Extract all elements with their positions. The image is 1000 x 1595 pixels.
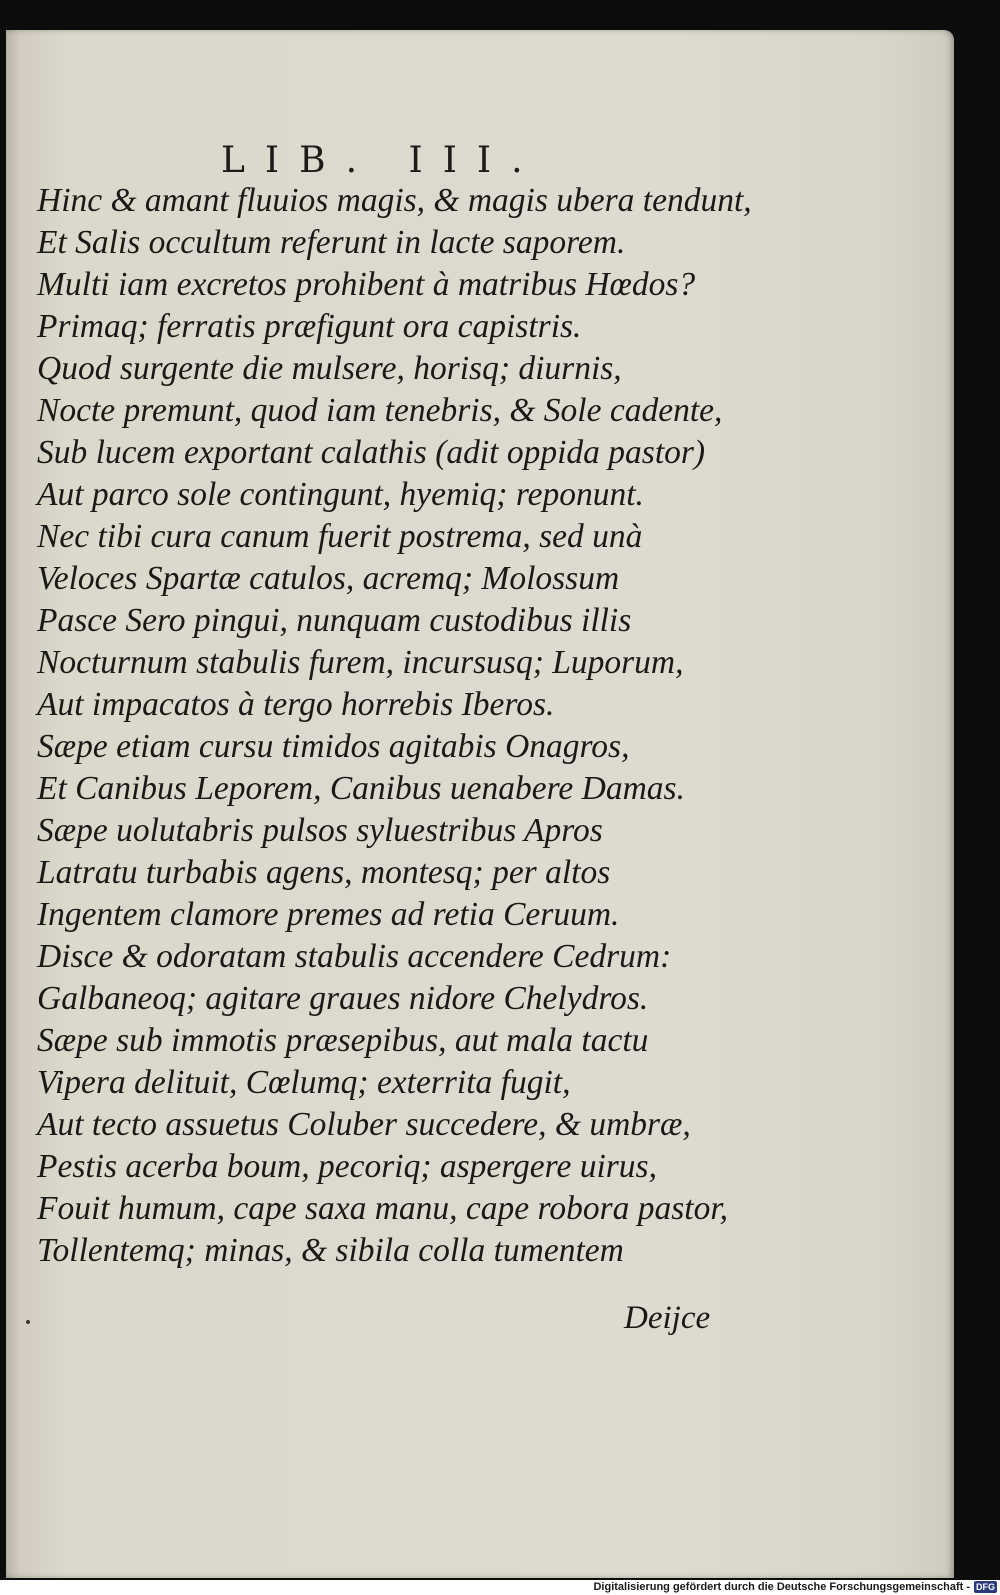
verse-line: Nocte premunt, quod iam tenebris, & Sole cadente, (37, 392, 723, 429)
running-head: LIB. III. (221, 140, 543, 181)
verse-line: Primaq; ferratis præfigunt ora capistris. (37, 308, 582, 345)
verse-line: Galbaneoq; agitare graues nidore Chelydros. (37, 980, 649, 1017)
verse-line: Pasce Sero pingui, nunquam custodibus illis (37, 602, 632, 639)
verse-line: Aut tecto assuetus Coluber succedere, & umbræ, (37, 1106, 691, 1143)
verse-line: Quod surgente die mulsere, horisq; diurnis, (37, 350, 622, 387)
verse-line: Et Salis occultum referunt in lacte saporem. (37, 224, 626, 261)
book-page (6, 30, 954, 1578)
verse-line: Nec tibi cura canum fuerit postrema, sed unà (37, 518, 643, 555)
verse-line: Sæpe etiam cursu timidos agitabis Onagros, (37, 728, 630, 765)
verse-line: Hinc & amant fluuios magis, & magis ubera tendunt, (37, 182, 752, 219)
verse-line: Nocturnum stabulis furem, incursusq; Luporum, (37, 644, 684, 681)
verse-line: Pestis acerba boum, pecoriq; aspergere uirus, (37, 1148, 657, 1185)
ink-speck (26, 1320, 30, 1324)
verse-line: Sub lucem exportant calathis (adit oppida pastor) (37, 434, 706, 471)
verse-line: Et Canibus Leporem, Canibus uenabere Damas. (37, 770, 685, 807)
verse-line: Aut parco sole contingunt, hyemiq; reponunt. (37, 476, 644, 513)
catchword: Deijce (624, 1300, 711, 1336)
verse-line: Aut impacatos à tergo horrebis Iberos. (37, 686, 555, 723)
verse-line: Tollentemq; minas, & sibila colla tumentem (37, 1232, 624, 1269)
digitization-credit: Digitalisierung gefördert durch die Deutsche Forschungsgemeinschaft - (593, 1581, 970, 1593)
verse-line: Sæpe sub immotis præsepibus, aut mala tactu (37, 1022, 649, 1059)
verse-line: Ingentem clamore premes ad retia Ceruum. (37, 896, 620, 933)
verse-line: Vipera delituit, Cœlumq; exterrita fugit, (37, 1064, 571, 1101)
verse-line: Disce & odoratam stabulis accendere Cedrum: (37, 938, 672, 975)
verse-line: Sæpe uolutabris pulsos syluestribus Apros (37, 812, 603, 849)
verse-line: Veloces Spartæ catulos, acremq; Molossum (37, 560, 620, 597)
dfg-logo: DFG (976, 1582, 995, 1592)
verse-block (37, 180, 917, 1272)
verse-line: Fouit humum, cape saxa manu, cape robora pastor, (37, 1190, 729, 1227)
verse-line: Latratu turbabis agens, montesq; per altos (37, 854, 611, 891)
verse-line: Multi iam excretos prohibent à matribus Hœdos? (37, 266, 696, 303)
